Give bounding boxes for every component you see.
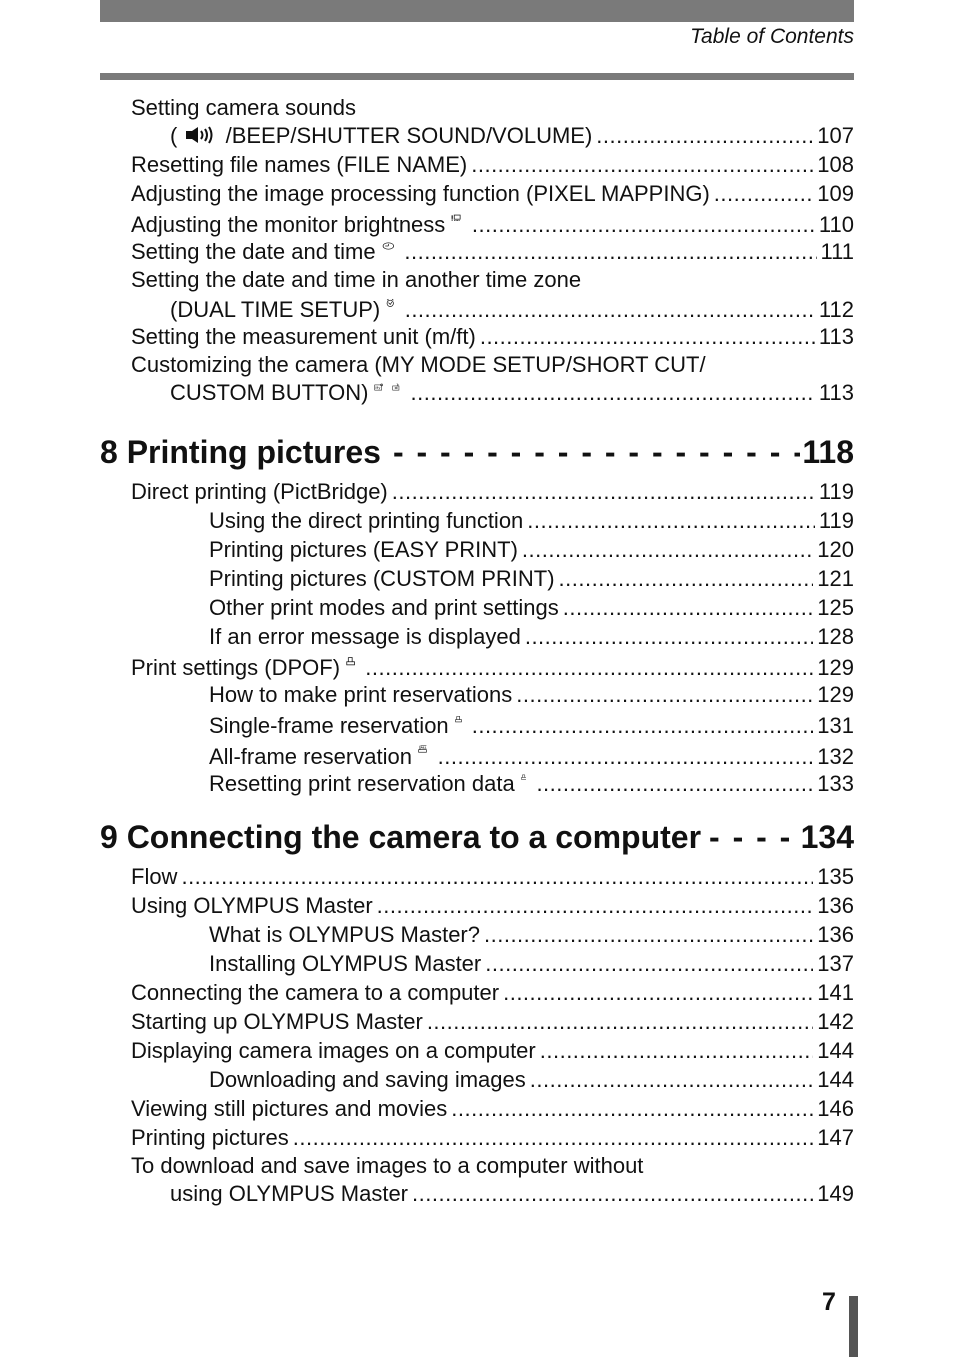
toc-entry-customize-title[interactable]: Customizing the camera (MY MODE SETUP/SHORT CUT/ [131,352,706,377]
toc-entry-custom-print[interactable] [100,564,854,593]
toc-entry-label: Viewing still pictures and movies [131,1096,448,1121]
toc-entry-file-names[interactable] [100,150,854,179]
toc-page-number: 119 [818,508,854,533]
page-header-title: Table of Contents [690,25,854,48]
toc-page-number: 137 [817,951,854,976]
toc-page-number: 131 [817,713,854,738]
toc-page-number: 136 [817,922,854,947]
print-icon [521,765,527,789]
dot-leader [530,1065,814,1094]
side-tab [849,1296,858,1357]
svg-text:My: My [375,386,381,391]
toc-entry-label: using OLYMPUS Master [170,1181,409,1206]
toc-entry-label: Flow [131,864,178,889]
dot-leader [536,769,813,798]
toc-entry-time-zone-title[interactable]: Setting the date and time in another time zone [131,267,582,292]
chapter-page-number: 134 [800,819,854,855]
toc-entry-camera-sounds-title[interactable]: Setting camera sounds [131,95,357,120]
toc-page-number: 149 [817,1181,854,1206]
dash-leader [393,431,800,473]
toc-entry-label: CUSTOM BUTTON) [170,380,369,405]
toc-entry-easy-print[interactable] [100,535,854,564]
toc-entry-direct-printing[interactable] [100,477,854,506]
my-mode-icon [374,376,384,398]
dot-leader [411,378,815,407]
toc-entry-label: Direct printing (PictBridge) [131,479,388,504]
toc-entry-label: Connecting the camera to a computer [131,980,500,1005]
toc-entry-print-reservations[interactable] [100,680,854,709]
toc-entry-label: Displaying camera images on a computer [131,1038,536,1063]
dot-leader [485,949,813,978]
dot-leader [714,179,813,208]
toc-entry-displaying-images[interactable] [100,1036,854,1065]
toc-page-number: 146 [817,1096,854,1121]
print-icon [346,649,355,673]
toc-entry-label: If an error message is displayed [209,624,521,649]
dot-leader [472,210,815,239]
toc-page-number: 135 [817,864,854,889]
toc-page-number: 129 [817,682,854,707]
toc-entry-starting-up[interactable] [100,1007,854,1036]
toc-page-number: 136 [817,893,854,918]
print-icon [455,707,462,731]
toc-page-number: 113 [818,324,854,349]
toc-entry-download-title[interactable]: To download and save images to a computer without [131,1153,644,1178]
dot-leader [559,564,814,593]
toc-entry-download-without-master[interactable] [100,1179,854,1208]
toc-entry-label: Setting the measurement unit (m/ft) [131,324,476,349]
toc-entry-camera-sounds[interactable] [100,121,854,150]
dash-leader [709,816,799,858]
toc-entry-downloading-images[interactable] [100,1065,854,1094]
toc-entry-label: What is OLYMPUS Master? [209,922,480,947]
toc-entry-label: Adjusting the monitor brightness [131,212,446,237]
toc-entry-label-text: /BEEP/SHUTTER SOUND/VOLUME) [225,123,593,148]
dot-leader [365,653,813,682]
toc-entry-label: Downloading and saving images [209,1067,526,1092]
toc-page-number: 111 [820,239,854,264]
table-of-contents [100,94,854,1208]
dot-leader [392,477,815,506]
dot-leader [427,1007,813,1036]
toc-entry-other-print-modes[interactable] [100,593,854,622]
header-rule [100,73,854,80]
toc-page-number: 133 [817,771,854,796]
page-number: 7 [822,1288,836,1316]
dot-leader [522,535,813,564]
dot-leader [503,978,813,1007]
toc-page-number: 121 [817,566,854,591]
toc-page-number: 142 [817,1009,854,1034]
toc-entry-flow[interactable] [100,862,854,891]
monitor-brightness-icon [451,206,462,230]
toc-entry-pixel-mapping[interactable] [100,179,854,208]
dot-leader [527,506,815,535]
open-paren: ( [170,123,178,148]
dot-leader [563,593,814,622]
toc-entry-custom-button[interactable] [100,378,854,407]
toc-page-number: 125 [817,595,854,620]
toc-page-number: 113 [818,380,854,405]
toc-entry-reset-reservation[interactable] [100,767,854,796]
header-bar [100,0,854,22]
toc-page-number: 144 [817,1038,854,1063]
svg-text:ALL: ALL [420,745,427,750]
toc-entry-print-settings-dpof[interactable] [100,651,854,680]
toc-page-number: 112 [818,297,854,322]
chapter-page-number: 118 [802,434,854,470]
toc-entry-label: Using OLYMPUS Master [131,893,373,918]
dot-leader [404,237,816,266]
toc-entry-label: Resetting print reservation data [209,771,515,796]
toc-page-number: 109 [817,181,854,206]
toc-entry-error-message[interactable] [100,622,854,651]
toc-entry-installing-olympus-master[interactable] [100,949,854,978]
toc-page-number: 120 [817,537,854,562]
dot-leader [516,680,813,709]
toc-entry-printing-pictures[interactable] [100,1123,854,1152]
print-all-icon [418,736,428,762]
toc-entry-label: Starting up OLYMPUS Master [131,1009,423,1034]
toc-entry-monitor-brightness[interactable] [100,208,854,237]
dot-leader [405,295,815,324]
toc-page-number: 129 [817,655,854,680]
chapter-8-heading[interactable] [100,431,854,473]
toc-page-number: 107 [817,123,854,148]
toc-entry-what-is-olympus-master[interactable] [100,920,854,949]
toc-entry-label: Single-frame reservation [209,713,449,738]
toc-entry-using-olympus-master[interactable] [100,891,854,920]
speaker-icon [183,124,217,146]
dot-leader [451,1094,813,1123]
toc-entry-label [170,121,592,150]
chapter-title: 9 Connecting the camera to a computer [100,819,702,855]
toc-entry-label: Resetting file names (FILE NAME) [131,152,468,177]
toc-page-number: 128 [817,624,854,649]
toc-entry-label: Adjusting the image processing function (PIXEL MAPPING) [131,181,710,206]
toc-page-number: 119 [818,479,854,504]
toc-entry-label: How to make print reservations [209,682,513,707]
toc-entry-label: Printing pictures [131,1125,289,1150]
custom-button-icon [392,376,400,398]
toc-page-number: 110 [818,212,854,237]
dot-leader [480,322,815,351]
toc-entry-label: Other print modes and print settings [209,595,559,620]
toc-entry-viewing-pictures[interactable] [100,1094,854,1123]
dot-leader [293,1123,814,1152]
dot-leader [438,742,814,771]
toc-entry-label: All-frame reservation [209,744,412,769]
dual-time-icon [386,291,394,315]
toc-entry-label: Print settings (DPOF) [131,655,341,680]
dot-leader [471,150,813,179]
chapter-9-heading[interactable] [100,816,854,858]
toc-entry-connecting-camera[interactable] [100,978,854,1007]
clock-icon [382,235,395,257]
toc-entry-label: Installing OLYMPUS Master [209,951,482,976]
dot-leader [472,711,814,740]
toc-entry-date-time[interactable] [100,237,854,266]
dot-leader [412,1179,813,1208]
chapter-title: 8 Printing pictures [100,434,381,470]
toc-page-number: 141 [817,980,854,1005]
toc-entry-dual-time[interactable] [100,293,854,322]
dot-leader [377,891,814,920]
toc-page-number: 147 [817,1125,854,1150]
toc-entry-label: Printing pictures (EASY PRINT) [209,537,518,562]
dot-leader [596,121,813,150]
toc-page-number: 108 [817,152,854,177]
toc-entry-all-frame[interactable] [100,738,854,767]
toc-entry-label: (DUAL TIME SETUP) [170,297,381,322]
toc-entry-label: Using the direct printing function [209,508,524,533]
toc-page-number: 144 [817,1067,854,1092]
toc-entry-label: Setting the date and time [131,239,376,264]
dot-leader [181,862,813,891]
toc-entry-single-frame[interactable] [100,709,854,738]
toc-page-number: 132 [817,744,854,769]
dot-leader [484,920,813,949]
toc-entry-direct-printing-function[interactable] [100,506,854,535]
toc-entry-measurement-unit[interactable] [100,322,854,351]
toc-entry-label: Printing pictures (CUSTOM PRINT) [209,566,555,591]
dot-leader [540,1036,814,1065]
dot-leader [525,622,813,651]
